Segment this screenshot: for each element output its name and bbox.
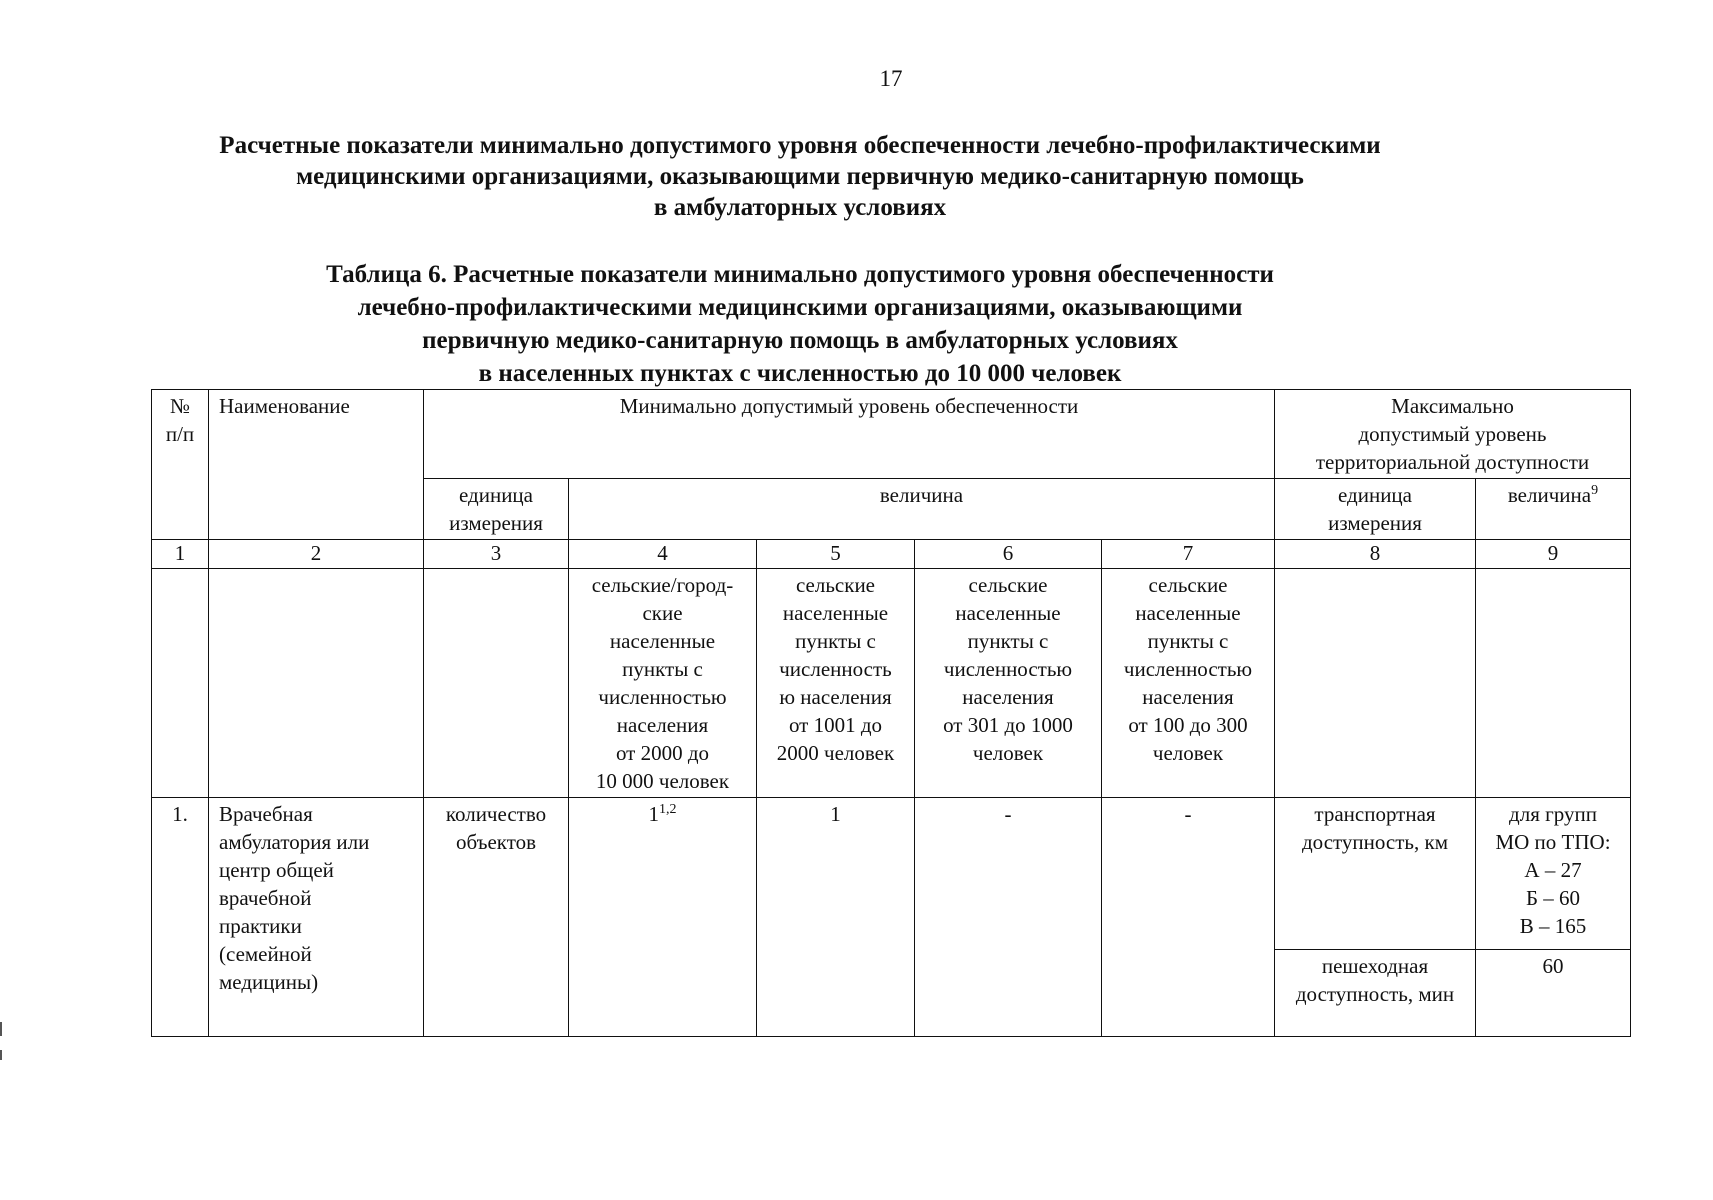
value-col7: -	[1102, 798, 1275, 1037]
header-name: Наименование	[209, 390, 424, 540]
row-number: 1.	[152, 798, 209, 1037]
column-number: 8	[1275, 540, 1476, 569]
column-number: 4	[569, 540, 757, 569]
facility-unit: количество объектов	[424, 798, 569, 1037]
settlement-type-col7: сельские населенные пункты с численностью населения от 100 до 300 человек	[1102, 569, 1275, 798]
walking-access-label: пешеходная доступность, мин	[1275, 950, 1476, 1037]
caption-line: в населенных пунктах с численностью до 10 000 человек	[478, 360, 1122, 387]
caption-line: лечебно-профилактическими медицинскими организациями, оказывающими	[357, 294, 1243, 321]
facility-name: Врачебная амбулатория или центр общей врачебной практики (семейной медицины)	[209, 798, 424, 1037]
empty-cell	[1476, 569, 1631, 798]
heading-line: в амбулаторных условиях	[653, 194, 947, 221]
header-max-level: Максимально допустимый уровень территориальной доступности	[1275, 390, 1631, 479]
footnote-marker: 9	[1591, 483, 1599, 498]
column-number: 9	[1476, 540, 1631, 569]
scan-edge-mark	[0, 1022, 2, 1036]
header-value-2	[1476, 479, 1631, 540]
header-value-2-text: величина	[1507, 483, 1592, 507]
provision-table	[151, 389, 1631, 1037]
caption-line: Таблица 6. Расчетные показатели минимально допустимого уровня обеспеченности	[326, 261, 1274, 288]
column-number: 6	[915, 540, 1102, 569]
caption-line: первичную медико-санитарную помощь в амбулаторных условиях	[422, 327, 1178, 354]
header-min-level: Минимально допустимый уровень обеспеченности	[424, 390, 1275, 479]
footnote-marker: 1,2	[659, 802, 677, 817]
settlement-type-col5: сельские населенные пункты с численность ю населения от 1001 до 2000 человек	[757, 569, 915, 798]
column-number: 3	[424, 540, 569, 569]
header-num: № п/п	[152, 390, 209, 540]
column-number: 1	[152, 540, 209, 569]
page-number: 17	[879, 66, 903, 91]
settlement-type-col4: сельские/город- ские населенные пункты с численностью населения от 2000 до 10 000 человек	[569, 569, 757, 798]
settlement-type-col6: сельские населенные пункты с численностью населения от 301 до 1000 человек	[915, 569, 1102, 798]
transport-access-value: для групп МО по ТПО: А – 27 Б – 60 В – 165	[1476, 798, 1631, 950]
column-number: 5	[757, 540, 915, 569]
heading-line: Расчетные показатели минимально допустимого уровня обеспеченности лечебно-профилактическими	[219, 132, 1381, 159]
scan-edge-mark	[0, 1050, 2, 1060]
column-number: 7	[1102, 540, 1275, 569]
value-col5: 1	[757, 798, 915, 1037]
empty-cell	[152, 569, 209, 798]
value-col6: -	[915, 798, 1102, 1037]
empty-cell	[209, 569, 424, 798]
header-value: величина	[569, 479, 1275, 540]
header-unit-2: единица измерения	[1275, 479, 1476, 540]
value-col4	[569, 798, 757, 1037]
document-heading	[200, 130, 1400, 223]
table-caption	[300, 258, 1300, 390]
column-number: 2	[209, 540, 424, 569]
empty-cell	[424, 569, 569, 798]
walking-access-value: 60	[1476, 950, 1631, 1037]
header-unit: единица измерения	[424, 479, 569, 540]
heading-line: медицинскими организациями, оказывающими первичную медико-санитарную помощь	[296, 163, 1304, 190]
empty-cell	[1275, 569, 1476, 798]
transport-access-label: транспортная доступность, км	[1275, 798, 1476, 950]
value-col4-text: 1	[648, 802, 659, 826]
